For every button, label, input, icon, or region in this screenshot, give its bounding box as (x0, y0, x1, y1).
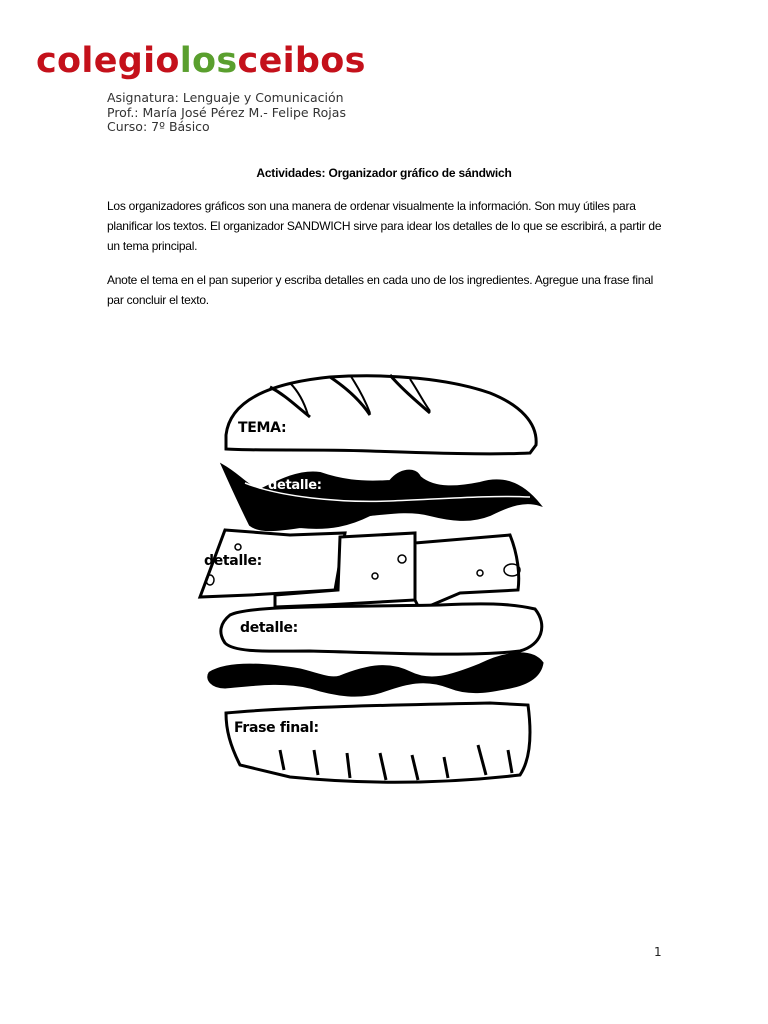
tomato-shape (209, 654, 542, 695)
sandwich-organizer (190, 365, 570, 795)
subject-line: Asignatura: Lenguaje y Comunicación (107, 90, 344, 105)
document-meta (107, 91, 346, 135)
lettuce-shape (222, 465, 540, 530)
teachers-line: Prof.: María José Pérez M.- Felipe Rojas (107, 104, 346, 120)
activity-title: Actividades: Organizador gráfico de sándwich (256, 166, 512, 180)
course-line: Curso: 7º Básico (107, 119, 210, 134)
logo-part-ceibos: ceibos (237, 41, 366, 81)
cheese-detail-label: detalle: (204, 553, 262, 569)
cheese-shape (200, 530, 520, 610)
meat-detail-label: detalle: (240, 620, 298, 636)
final-sentence-label: Frase final: (234, 720, 319, 736)
topic-label: TEMA: (238, 420, 287, 436)
intro-paragraph: Los organizadores gráficos son una manera de ordenar visualmente la información. Son muy útiles para planificar los textos. El organizador SANDWICH sirve para idear los detalles de lo que se escribirá, a partir de un tema principal. (107, 199, 662, 253)
top-bun-shape (226, 375, 536, 454)
instructions-paragraph: Anote el tema en el pan superior y escriba detalles en cada uno de los ingredientes. Agregue una frase final par concluir el texto. (107, 273, 654, 307)
logo-part-colegio: colegio (36, 41, 180, 81)
lettuce-detail-label: detalle: (268, 478, 322, 493)
bottom-bun-shape (226, 703, 530, 782)
school-logo (36, 41, 366, 81)
logo-part-los: los (179, 41, 238, 81)
page-number: 1 (654, 945, 662, 959)
